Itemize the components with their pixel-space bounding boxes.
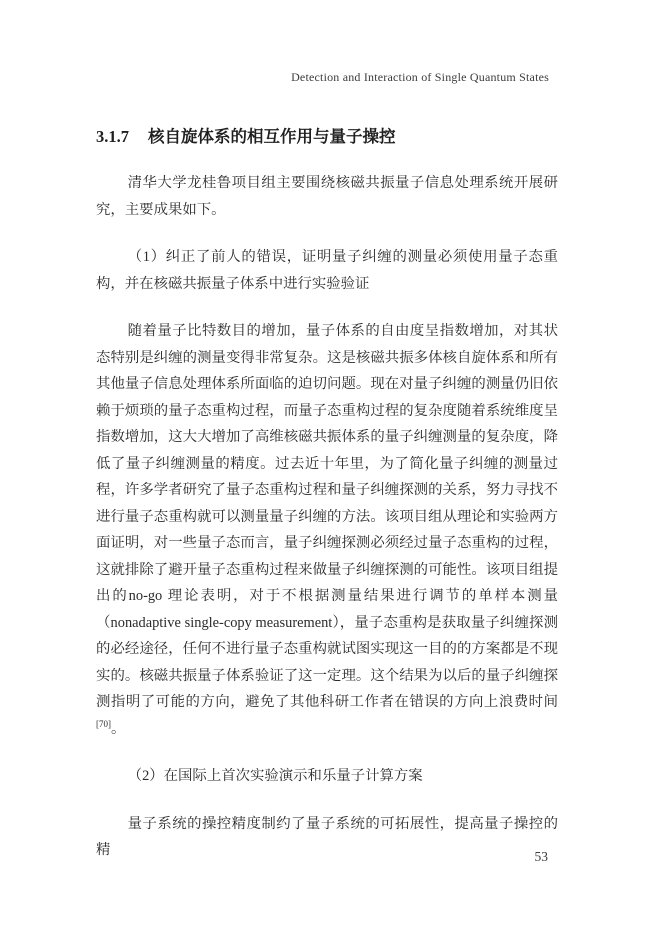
section-number: 3.1.7	[96, 127, 129, 146]
paragraph-point-1: （1）纠正了前人的错误，证明量子纠缠的测量必须使用量子态重构，并在核磁共振量子体系中进行实验验证	[96, 249, 558, 292]
paragraph-point-2-detail: 量子系统的操控精度制约了量子系统的可拓展性，提高量子操控的精	[96, 815, 558, 858]
body-text	[96, 170, 558, 885]
citation-ref: [70]	[96, 718, 111, 729]
paragraph-body-text: 随着量子比特数目的增加，量子体系的自由度呈指数增加，对其状态特别是纠缠的测量变得非常复杂。这是核磁共振多体核自旋体系和所有其他量子信息处理体系所面临的迫切问题。现在对量子纠缠的测量仍旧依赖于烦琐的量子态重构过程，而量子态重构过程的复杂度随着系统维度呈指数增加，这大大增加了高维核磁共振体系的量子纠缠测量的复杂度，降低了量子纠缠测量的精度。过去近十年里，为了简化量子纠缠的测量过程，许多学者研究了量子态重构过程和量子纠缠探测的关系，努力寻找不进行量子态重构就可以测量量子纠缠的方法。该项目组从理论和实验两方面证明，对一些量子态而言，量子纠缠探测必须经过量子态重构的过程，这就排除了避开量子态重构过程来做量子纠缠探测的可能性。该项目组提出的no-go 理论表明，对于不根据测量结果进行调节的单样本测量（nonadaptive single-copy measurement），量子态重构是获取量子纠缠探测的必经途径，任何不进行量子态重构就试图实现这一目的的方案都是不现实的。核磁共振量子体系验证了这一定理。这个结果为以后的量子纠缠探测指明了可能的方向，避免了其他科研工作者在错误的方向上浪费时间	[96, 323, 558, 710]
running-header: Detection and Interaction of Single Quantum States	[291, 70, 549, 84]
section-title: 核自旋体系的相互作用与量子操控	[148, 127, 396, 146]
paragraph-point-2: （2）在国际上首次实验演示和乐量子计算方案	[127, 768, 423, 784]
paragraph-tail-text: 。	[111, 720, 126, 737]
paragraph-point-1-detail	[96, 318, 558, 742]
section-heading	[96, 123, 396, 147]
page-number: 53	[534, 849, 548, 864]
paragraph-intro: 清华大学龙桂鲁项目组主要围绕核磁共振量子信息处理系统开展研究，主要成果如下。	[96, 175, 558, 218]
